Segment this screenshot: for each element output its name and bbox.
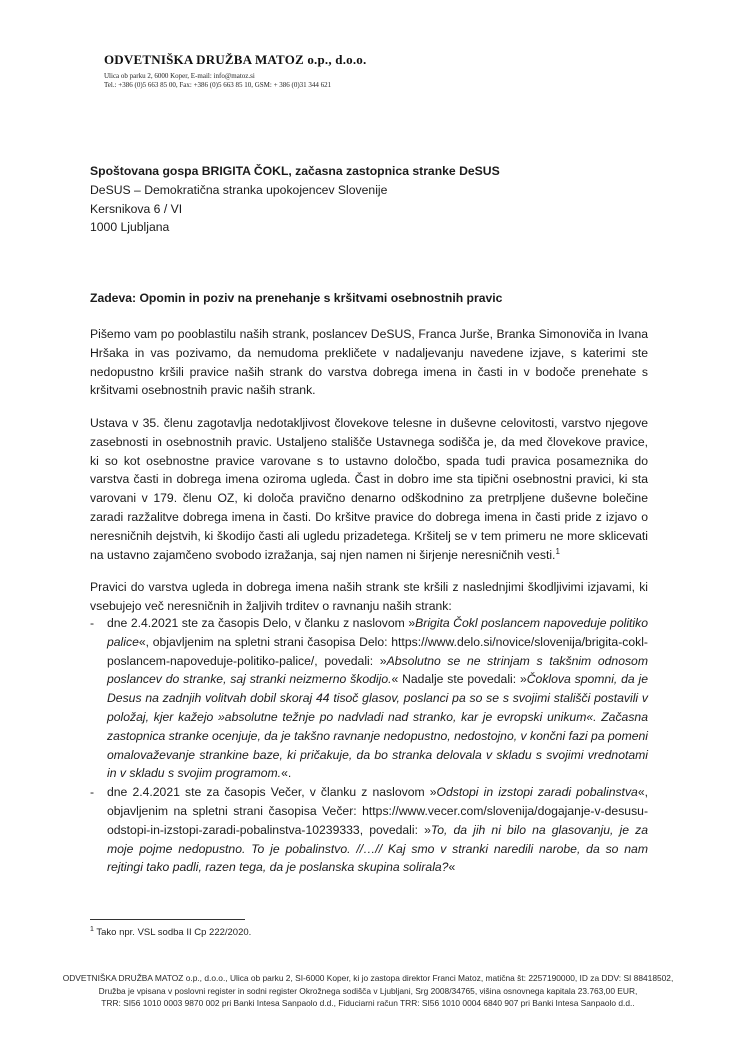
paragraph-statements-intro: Pravici do varstva ugleda in dobrega imena naših strank ste kršili z naslednjimi škodljivimi izjavami, ki vsebujejo več neresničnih in žaljivih trditev o ravnanju naših strank: [90, 580, 648, 613]
list-item: - dne 2.4.2021 ste za časopis Delo, v članku z naslovom »Brigita Čokl poslancem napoveduje politiko palice«, objavljenim na spletni strani časopisa Delo: https://www.delo.si/novice/slovenija/brigita-cokl-poslancem-napoveduje-politiko-palice/, povedali: »Absolutno se ne strinjam s takšnim odnosom poslancev do stranke, saj stranki neizmerno škodijo.« Nadalje ste povedali: »Čoklova spomni, da je Desus na zadnjih volitvah dobil skoraj 44 tisoč glasov, poslanci pa so se s svojimi stališči postavili v položaj, kjer kažejo »absolutne težnje po nadvladi nad stranko, kar je evropski unikum«. Začasna zastopnica stranke ocenjuje, da je takšno ravnanje nedopustno, nedostojno, v končni fazi pa pomeni omalovaževanje strankine baze, ki pričakuje, da bo stranka delovala v skladu s svojimi vrednotami in v skladu s svojim programom.«. [90, 616, 648, 781]
recipient-name: Spoštovana gospa BRIGITA ČOKL, začasna zastopnica stranke DeSUS [90, 164, 500, 178]
statements-list [90, 614, 648, 877]
page-footer [26, 972, 710, 1010]
firm-name: ODVETNIŠKA DRUŽBA MATOZ o.p., d.o.o. [104, 52, 367, 67]
list-item: - dne 2.4.2021 ste za časopis Večer, v članku z naslovom »Odstopi in izstopi zaradi pobalinstva«, objavljenim na spletni strani časopisa Večer: https://www.vecer.com/slovenija/dogajanje-v-desusu-odstopi-in-izstopi-zaradi-pobalinstva-10239333, povedali: »To, da jih ni bilo na glasovanju, je za moje pojme nedopustno. To je pobalinstvo. //…// Kaj smo v stranki naredili narobe, da so nam rejtingi tako padli, razen tega, da je poslanska skupina solirala?« [90, 785, 648, 875]
quoted-statement: Čoklova spomni, da je Desus na zadnjih volitvah dobil skoraj 44 tisoč glasov, poslanci pa so se s svojimi stališči postavili v položaj, kjer kažejo »absolutne težnje po nadvladi nad stranko, kar je evropski unikum«. Začasna zastopnica stranke ocenjuje, da je takšno ravnanje nedopustno, nedostojno, v končni fazi pa pomeni omalovaževanje strankine baze, ki pričakuje, da bo stranka delovala v skladu s svojimi vrednotami in v skladu s svojim programom. [107, 672, 648, 781]
quoted-statement: Absolutno se ne strinjam s takšnim odnosom poslancev do stranke, saj stranki neizmerno škodijo. [107, 653, 648, 687]
paragraph-legal-basis-text: Ustava v 35. členu zagotavlja nedotakljivost človekove telesne in duševne celovitosti, varstvo njegove zasebnosti in osebnostnih pravic. Ustaljeno stališče Ustavnega sodišča je, da med človekove pravice, ki so kot osebnostne pravice varovane s to ustavno določbo, spada tudi pravica posameznika do varstva časti in dobrega imena oziroma ugleda. Čast in dobro ime sta tipični osebnostni pravici, ki sta varovani v 179. členu OZ, ki določa pravično denarno odškodnino za pretrpljene duševne bolečine zaradi razžalitve dobrega imena in časti. Do kršitve pravice do dobrega imena in časti pride z izjavo o neresničnih dejstvih, ki škodijo časti ali ugledu prizadetega. Kršitelj se v tem primeru ne more sklicevati na ustavno zajamčeno svobodo izražanja, saj njen namen ni širjenje neresničnih vesti. [90, 416, 648, 562]
article-title: Odstopi in izstopi zaradi pobalinstva [436, 785, 638, 800]
paragraph-legal-basis [90, 414, 648, 564]
footnote [90, 927, 251, 938]
paragraph-intro: Pišemo vam po pooblastilu naših strank, poslancev DeSUS, Franca Jurše, Branka Simonoviča in Ivana Hršaka in vas pozivamo, da nemudoma prekličete v nadaljevanju navedene izjave, s katerimi ste nedopustno kršili pravice naših strank do varstva dobrega imena in časti in v bodoče prenehate s kršitvami osebnostnih pravic naših strank. [90, 327, 648, 398]
footer-line: TRR: SI56 1010 0003 9870 002 pri Banki Intesa Sanpaolo d.d., Fiduciarni račun TRR: SI56 1010 0004 6840 907 pri Banki Intesa Sanpaolo d.d.. [101, 998, 635, 1009]
recipient-city: 1000 Ljubljana [90, 220, 170, 235]
footer-line: Družba je vpisana v poslovni register in sodni register Okrožnega sodišča v Ljubljani, Srg 2008/34765, višina osnovnega kapitala 23.763,00 EUR, [98, 985, 638, 996]
list-dash: - [90, 616, 95, 630]
quoted-statement: To, da jih ni bilo na glasovanju, je za moje pojme nedopustno. To je pobalinstvo. //…// Kaj smo v stranki naredili narobe, da so nam rejtingi tako padli, razen tega, da je poslanska skupina solirala? [107, 822, 648, 875]
recipient-block [90, 162, 650, 237]
article-title: Brigita Čokl poslancem napoveduje politiko palice [107, 616, 648, 649]
footnote-number: 1 [90, 925, 94, 933]
subject-line: Zadeva: Opomin in poziv na prenehanje s kršitvami osebnostnih pravic [90, 291, 503, 305]
recipient-street: Kersnikova 6 / VI [90, 201, 183, 216]
letterhead [104, 52, 524, 90]
recipient-organization: DeSUS – Demokratična stranka upokojencev Slovenije [90, 182, 388, 197]
list-dash: - [90, 785, 95, 800]
footnote-reference[interactable]: 1 [555, 546, 560, 556]
footnote-divider [90, 919, 245, 920]
firm-address: Ulica ob parku 2, 6000 Koper, E-mail: info@matoz.si [104, 72, 255, 80]
footnote-text: Tako npr. VSL sodba II Cp 222/2020. [93, 927, 252, 938]
firm-phones: Tel.: +386 (0)5 663 85 00, Fax: +386 (0)5 663 85 10, GSM: + 386 (0)31 344 621 [104, 81, 332, 89]
footer-line: ODVETNIŠKA DRUŽBA MATOZ o.p., d.o.o., Ulica ob parku 2, SI-6000 Koper, ki jo zastopa direktor Franci Matoz, matična št: 2257190000, ID za DDV: SI 88418502, [62, 973, 674, 983]
